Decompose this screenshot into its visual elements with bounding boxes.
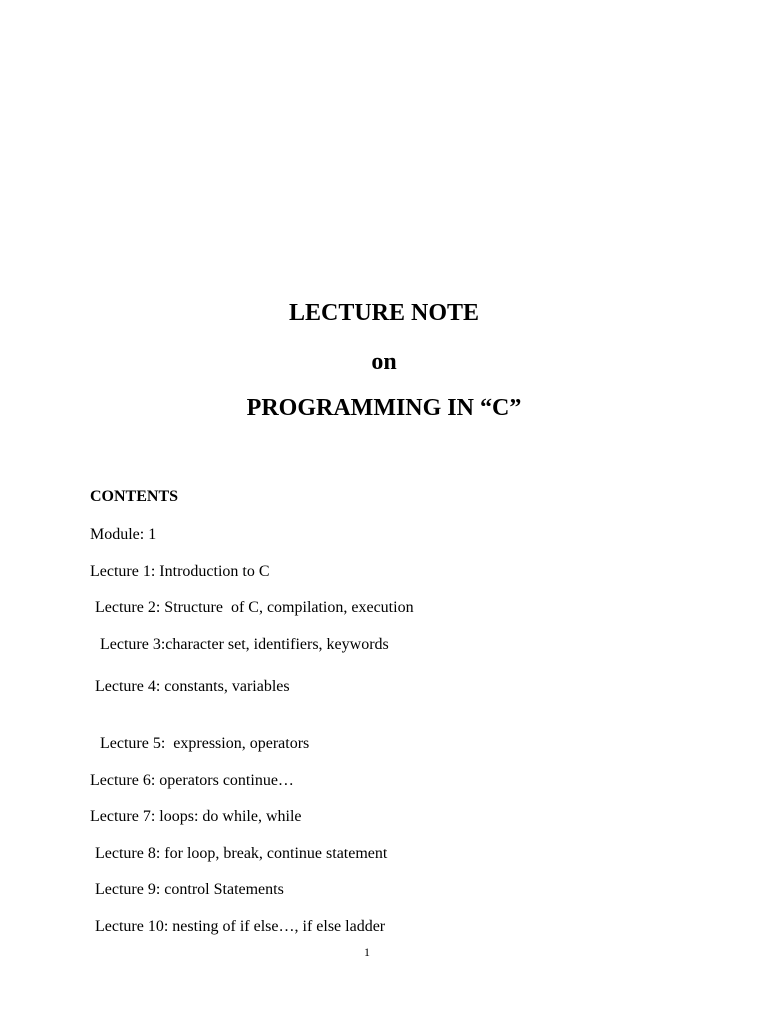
module-label: Module: 1 <box>90 526 157 543</box>
lecture-item: Lecture 10: nesting of if else…, if else ladder <box>95 918 386 935</box>
lecture-item: Lecture 8: for loop, break, continue statement <box>95 845 388 862</box>
title-programming-in-c: PROGRAMMING IN “C” <box>246 395 522 421</box>
title-lecture-note: LECTURE NOTE <box>288 300 480 326</box>
lecture-item: Lecture 1: Introduction to C <box>90 563 270 580</box>
lecture-item: Lecture 5: expression, operators <box>100 735 310 752</box>
lecture-item: Lecture 3:character set, identifiers, keywords <box>100 636 389 653</box>
contents-heading: CONTENTS <box>90 488 179 505</box>
page-number: 1 <box>364 945 370 959</box>
lecture-item: Lecture 6: operators continue… <box>90 772 294 789</box>
lecture-item: Lecture 4: constants, variables <box>95 678 290 695</box>
lecture-item: Lecture 2: Structure of C, compilation, execution <box>95 599 414 616</box>
lecture-item: Lecture 7: loops: do while, while <box>90 808 302 825</box>
title-on: on <box>371 349 397 375</box>
lecture-item: Lecture 9: control Statements <box>95 881 284 898</box>
